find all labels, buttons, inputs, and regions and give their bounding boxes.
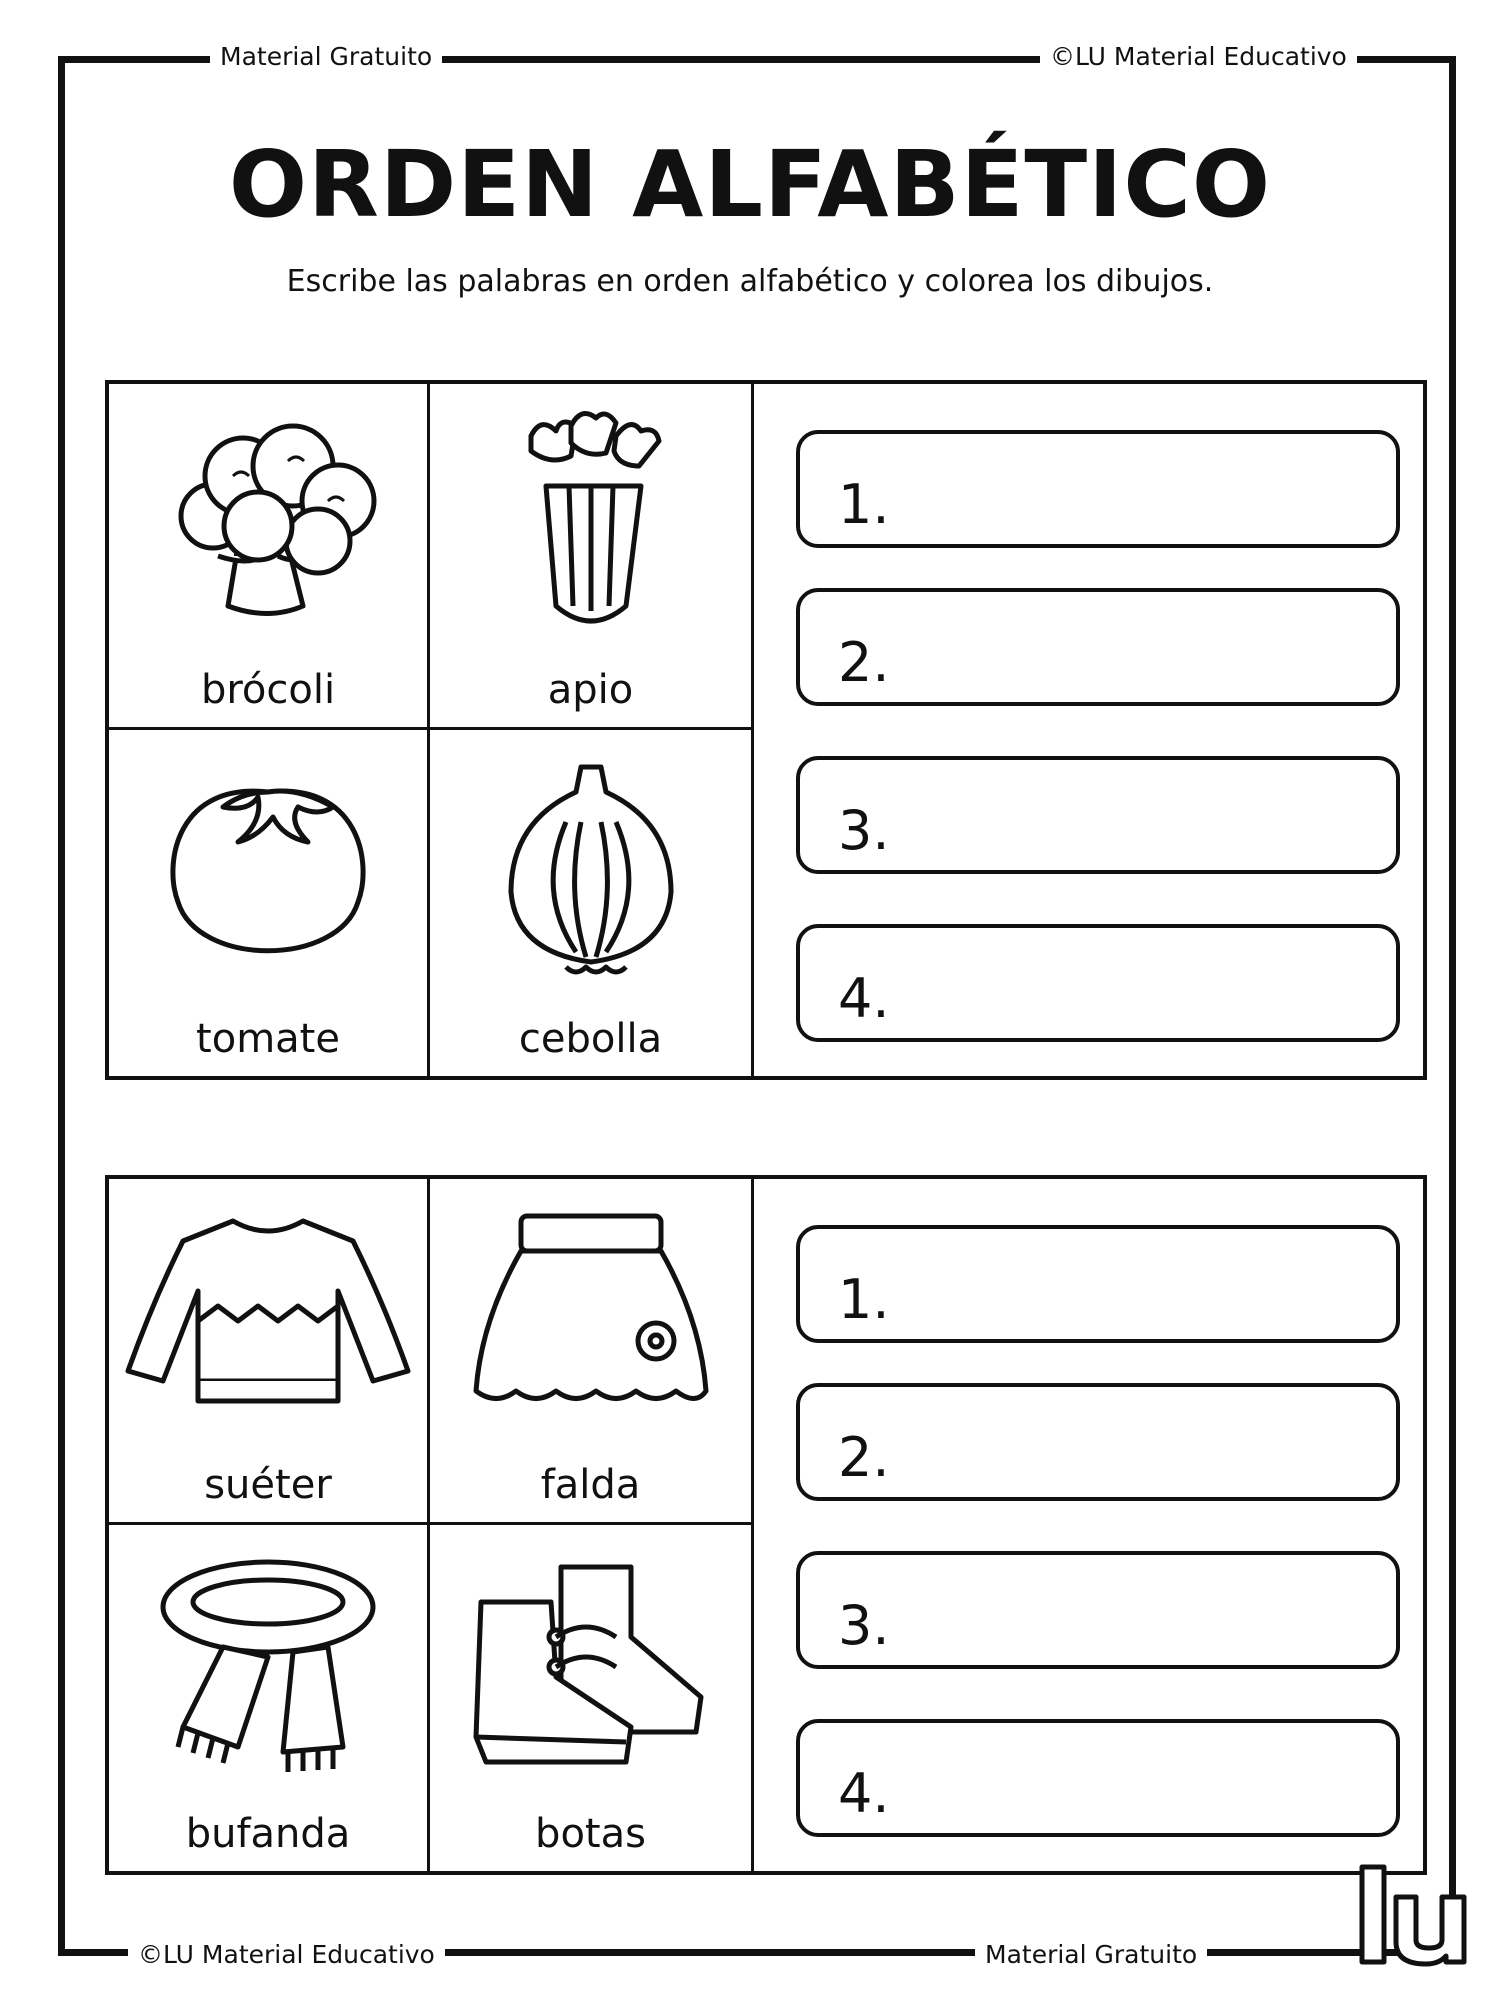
word-label: apio: [547, 667, 634, 713]
word-label: brócoli: [200, 667, 336, 713]
answer-line-3[interactable]: [796, 1551, 1400, 1669]
word-card-tomato: [109, 730, 430, 1076]
answer-number: 1.: [838, 473, 890, 536]
tomato-icon: [148, 752, 388, 982]
page-title: ORDEN ALFABÉTICO: [228, 131, 1272, 238]
answer-number: 2.: [838, 1426, 890, 1489]
header-top-right: ©LU Material Educativo: [1040, 42, 1357, 72]
word-label: falda: [540, 1462, 641, 1508]
answer-number: 1.: [838, 1268, 890, 1331]
answer-line-1[interactable]: [796, 1225, 1400, 1343]
onion-icon: [481, 752, 701, 992]
vegetables-answers: [754, 384, 1423, 1076]
word-card-sweater: [109, 1179, 430, 1525]
answer-number: 2.: [838, 631, 890, 694]
word-card-boots: [430, 1525, 751, 1871]
broccoli-icon: [138, 406, 398, 636]
clothing-answers: [754, 1179, 1423, 1871]
word-card-onion: [430, 730, 751, 1076]
clothing-section: [105, 1175, 1427, 1875]
footer-bottom-right: Material Gratuito: [975, 1940, 1207, 1970]
scarf-icon: [143, 1547, 393, 1777]
answer-number: 3.: [838, 1594, 890, 1657]
word-label: botas: [535, 1811, 646, 1857]
answer-number: 3.: [838, 799, 890, 862]
answer-line-2[interactable]: [796, 1383, 1400, 1501]
clothing-grid: [109, 1179, 754, 1871]
word-card-celery: [430, 384, 751, 730]
word-label: bufanda: [185, 1811, 351, 1857]
header-top-left: Material Gratuito: [210, 42, 442, 72]
skirt-icon: [461, 1201, 721, 1421]
answer-line-1[interactable]: [796, 430, 1400, 548]
answer-line-4[interactable]: [796, 1719, 1400, 1837]
answer-line-4[interactable]: [796, 924, 1400, 1042]
sweater-icon: [123, 1201, 413, 1421]
word-card-scarf: [109, 1525, 430, 1871]
celery-icon: [491, 406, 691, 646]
word-card-skirt: [430, 1179, 751, 1525]
footer-bottom-left: ©LU Material Educativo: [128, 1940, 445, 1970]
vegetables-section: [105, 380, 1427, 1080]
answer-number: 4.: [838, 967, 890, 1030]
word-card-broccoli: [109, 384, 430, 730]
answer-line-2[interactable]: [796, 588, 1400, 706]
boots-icon: [461, 1547, 721, 1777]
lu-logo-icon: [1354, 1862, 1474, 1972]
vegetables-grid: [109, 384, 754, 1076]
word-label: cebolla: [518, 1016, 663, 1062]
answer-number: 4.: [838, 1762, 890, 1825]
answer-line-3[interactable]: [796, 756, 1400, 874]
word-label: suéter: [204, 1462, 332, 1508]
instructions: Escribe las palabras en orden alfabético y colorea los dibujos.: [286, 264, 1214, 299]
word-label: tomate: [196, 1016, 340, 1062]
